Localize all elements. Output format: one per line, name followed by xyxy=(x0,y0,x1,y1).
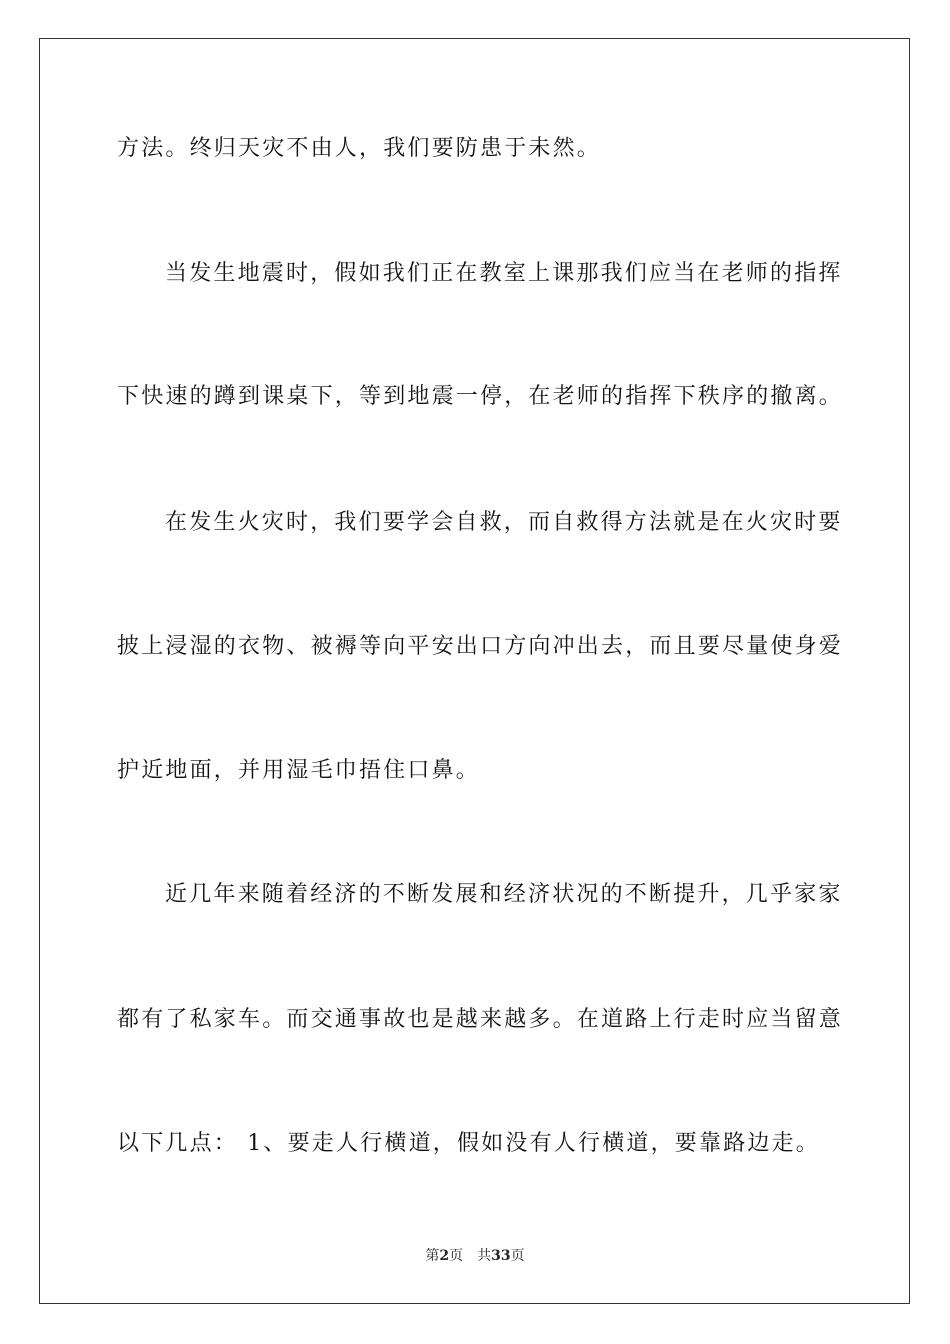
paragraph-traffic-line-3: 以下几点： 1、要走人行横道，假如没有人行横道，要靠路边走。 xyxy=(117,1131,820,1156)
paragraph-fire-line-1: 在发生火灾时，我们要学会自救，而自救得方法就是在火灾时要 xyxy=(165,510,843,535)
page-footer xyxy=(0,1246,950,1266)
body-line-1: 方法。终归天灾不由人，我们要防患于未然。 xyxy=(117,136,602,161)
paragraph-fire-line-2: 披上浸湿的衣物、被褥等向平安出口方向冲出去，而且要尽量使身爱 xyxy=(117,634,844,659)
paragraph-fire-line-3: 护近地面，并用湿毛巾捂住口鼻。 xyxy=(117,758,481,783)
paragraph-earthquake-line-2: 下快速的蹲到课桌下，等到地震一停，在老师的指挥下秩序的撤离。 xyxy=(117,384,844,409)
page-number-prefix: 第 xyxy=(425,1248,440,1264)
paragraph-earthquake-line-1: 当发生地震时，假如我们正在教室上课那我们应当在老师的指挥 xyxy=(165,261,843,286)
paragraph-traffic-line-1: 近几年来随着经济的不断发展和经济状况的不断提升，几乎家家 xyxy=(165,882,843,907)
total-pages-suffix: 页 xyxy=(510,1248,525,1264)
total-pages: 33 xyxy=(491,1248,511,1264)
page-number-suffix: 页 xyxy=(449,1248,464,1264)
page-number: 2 xyxy=(439,1248,450,1264)
total-pages-prefix: 共 xyxy=(477,1248,492,1264)
page-border xyxy=(39,38,910,1304)
paragraph-traffic-line-2: 都有了私家车。而交通事故也是越来越多。在道路上行走时应当留意 xyxy=(117,1007,844,1032)
